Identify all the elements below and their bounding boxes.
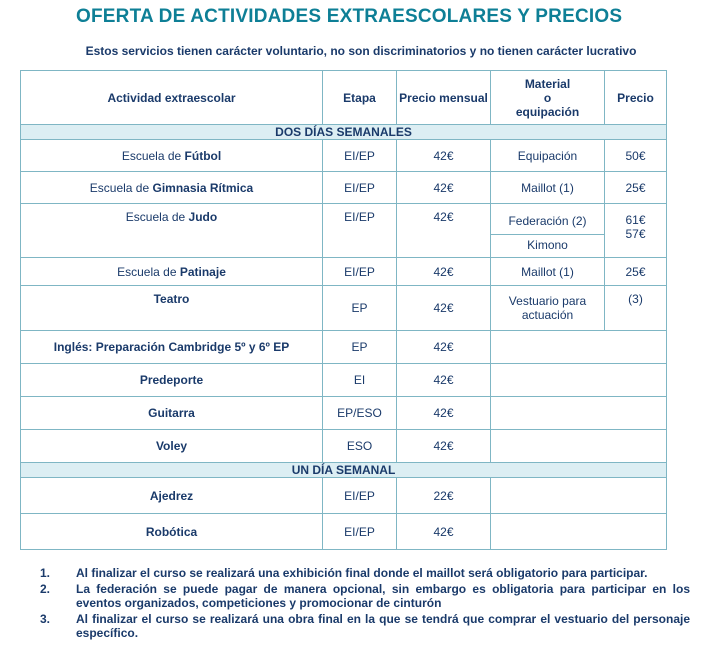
monthly-price-cell: 42€ [397, 286, 491, 331]
footnote-number: 1. [40, 566, 51, 580]
monthly-price-cell: 42€ [397, 397, 491, 430]
material-federation: Federación (2) [491, 207, 604, 235]
footnote-number: 3. [40, 612, 51, 626]
section-row [21, 463, 667, 478]
empty-cell [491, 430, 667, 463]
activity-cell: Predeporte [21, 364, 323, 397]
footnotes-list [40, 566, 690, 642]
footnote-number: 2. [40, 582, 51, 596]
activity-prefix: Escuela de [89, 180, 153, 195]
header-material-line3: equipación [515, 104, 580, 119]
price-cell: 50€ [605, 140, 667, 172]
activity-cell: Ajedrez [21, 478, 323, 514]
material-cell: Maillot (1) [491, 172, 605, 204]
stage-cell: EI/EP [323, 140, 397, 172]
price-cell: 25€ [605, 258, 667, 286]
monthly-price-cell: 22€ [397, 478, 491, 514]
activity-name: Patinaje [179, 264, 226, 279]
activity-cell [21, 286, 323, 331]
price-federation: 61€ [625, 213, 646, 227]
table-row [21, 140, 667, 172]
footnote-item [40, 566, 690, 580]
header-material-line1: Material [524, 76, 571, 91]
price-cell [605, 204, 667, 258]
material-cell [491, 204, 605, 258]
activity-name: Teatro [153, 292, 190, 306]
empty-cell [491, 478, 667, 514]
footnote-item [40, 612, 690, 640]
activity-cell: Guitarra [21, 397, 323, 430]
header-activity: Actividad extraescolar [21, 71, 323, 125]
activity-cell [21, 172, 323, 204]
stage-cell: EI/EP [323, 172, 397, 204]
stage-cell: EI/EP [323, 204, 397, 258]
monthly-price-cell: 42€ [397, 364, 491, 397]
stage-cell: ESO [323, 430, 397, 463]
stage-cell: EI [323, 364, 397, 397]
table-row [21, 397, 667, 430]
monthly-price-cell: 42€ [397, 430, 491, 463]
table-row [21, 478, 667, 514]
footnote-text: Al finalizar el curso se realizará una exhibición final donde el maillot será obligatorio para participar. [76, 566, 648, 580]
empty-cell [491, 331, 667, 364]
table-row [21, 204, 667, 258]
header-stage: Etapa [323, 71, 397, 125]
material-line1: Vestuario para [508, 294, 587, 308]
empty-cell [491, 514, 667, 550]
table-row [21, 258, 667, 286]
material-kimono: Kimono [527, 237, 568, 252]
stage-cell: EP/ESO [323, 397, 397, 430]
monthly-price-cell: 42€ [397, 140, 491, 172]
section-one-day: UN DÍA SEMANAL [21, 463, 667, 478]
header-price: Precio [605, 71, 667, 125]
material-cell: Equipación [491, 140, 605, 172]
stage-cell: EI/EP [323, 258, 397, 286]
material-cell [491, 286, 605, 331]
activity-name: Fútbol [184, 148, 222, 163]
stage-cell: EI/EP [323, 478, 397, 514]
price-cell: (3) [605, 286, 667, 331]
monthly-price-cell: 42€ [397, 258, 491, 286]
activity-cell [21, 258, 323, 286]
price-kimono: 57€ [625, 227, 646, 241]
empty-cell [491, 364, 667, 397]
table-row [21, 331, 667, 364]
price-cell: 25€ [605, 172, 667, 204]
monthly-price-cell: 42€ [397, 331, 491, 364]
monthly-price-cell: 42€ [397, 204, 491, 258]
activity-prefix: Escuela de [121, 148, 185, 163]
table-header-row [21, 71, 667, 125]
header-material [491, 71, 605, 125]
footnote-item [40, 582, 690, 610]
stage-cell: EP [323, 286, 397, 331]
stage-cell: EP [323, 331, 397, 364]
table-row [21, 286, 667, 331]
monthly-price-cell: 42€ [397, 514, 491, 550]
table-row [21, 172, 667, 204]
activity-cell: Inglés: Preparación Cambridge 5º y 6º EP [21, 331, 323, 364]
activity-cell: Voley [21, 430, 323, 463]
material-cell: Maillot (1) [491, 258, 605, 286]
header-material-line2: o [543, 90, 552, 105]
activity-cell: Robótica [21, 514, 323, 550]
stage-cell: EI/EP [323, 514, 397, 550]
header-monthly-price: Precio mensual [397, 71, 491, 125]
activity-cell [21, 140, 323, 172]
empty-cell [491, 397, 667, 430]
table-row [21, 514, 667, 550]
page-title: OFERTA DE ACTIVIDADES EXTRAESCOLARES Y PRECIOS [76, 6, 623, 27]
material-line2: actuación [521, 308, 574, 322]
monthly-price-cell: 42€ [397, 172, 491, 204]
table-row [21, 364, 667, 397]
footnote-text: La federación se puede pagar de manera opcional, sin embargo es obligatoria para participar en los eventos organizados, competiciones y promocionar de cinturón [76, 582, 690, 610]
activity-cell [21, 204, 323, 258]
section-two-days: DOS DÍAS SEMANALES [21, 125, 667, 140]
activity-name: Judo [188, 210, 218, 224]
activities-table [20, 70, 667, 550]
page-subtitle: Estos servicios tienen carácter voluntario, no son discriminatorios y no tienen carácter lucrativo [85, 44, 637, 58]
footnote-text: Al finalizar el curso se realizará una obra final en la que se tendrá que comprar el vestuario del personaje específico. [76, 612, 690, 640]
table-row [21, 430, 667, 463]
activity-name: Gimnasia Rítmica [152, 180, 254, 195]
activity-prefix: Escuela de [125, 210, 189, 224]
section-row [21, 125, 667, 140]
activity-prefix: Escuela de [117, 264, 180, 279]
